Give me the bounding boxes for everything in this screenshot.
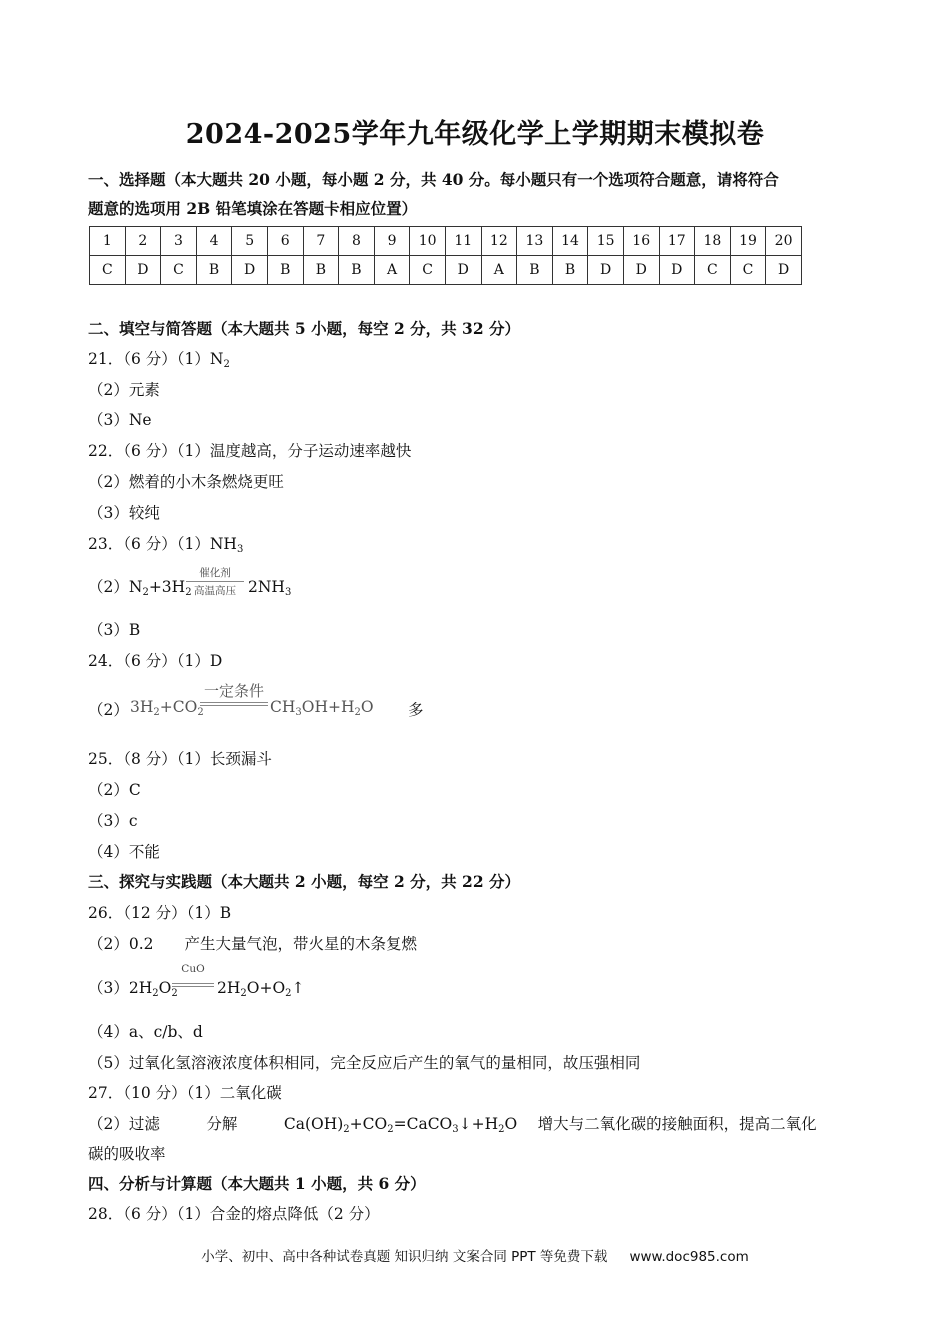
answer-table-number-cell: 17 [659, 227, 695, 256]
answer-table-number-cell: 12 [481, 227, 517, 256]
answer-table-answer-cell: C [161, 256, 197, 285]
q28-line1: 28．（6 分）（1）合金的熔点降低（2 分） [88, 1205, 380, 1223]
q22-line3: （3）较纯 [88, 504, 160, 522]
q27-line3: 碳的吸收率 [88, 1145, 166, 1163]
answer-table-answer-row [90, 256, 802, 285]
answer-table-number-cell: 3 [161, 227, 197, 256]
answer-table-answer-cell: D [445, 256, 481, 285]
answer-table-number-cell: 18 [695, 227, 731, 256]
q25-line3: （3）c [88, 812, 138, 830]
q23-line3: （3）B [88, 621, 141, 639]
q27-line2-a-sub: 2 [343, 1124, 350, 1135]
q24-eq-left-a-sub: 2 [153, 707, 160, 718]
answer-table-number-cell: 20 [766, 227, 802, 256]
answer-table-number-cell: 2 [125, 227, 161, 256]
q25-line4: （4）不能 [88, 843, 160, 861]
q27-line2-b-sub: 2 [387, 1124, 394, 1135]
q26-eq-right-a: 2H [217, 979, 241, 997]
section2-header: 二、填空与简答题（本大题共 5 小题，每空 2 分，共 32 分） [88, 319, 521, 338]
q26-eq-right [217, 978, 305, 1004]
footer-url-link[interactable]: www.doc985.com [629, 1249, 749, 1265]
q26-eq-left-a: 2H [128, 979, 153, 997]
q26-eq-right-b-sub: 2 [285, 988, 292, 999]
answer-table-number-cell: 19 [730, 227, 766, 256]
q26-eq-right-a-sub: 2 [240, 988, 247, 999]
answer-table-answer-cell: C [410, 256, 446, 285]
answer-table-answer-cell: A [481, 256, 517, 285]
answer-table-number-cell: 13 [517, 227, 553, 256]
answer-table-number-cell: 5 [232, 227, 268, 256]
q24-line1: 24．（6 分）（1）D [88, 652, 223, 670]
q24-eq-left-b-sub: 2 [197, 707, 204, 718]
q26-reaction-line-top [172, 983, 214, 984]
q26-eq-right-b: O+O [246, 979, 286, 997]
q23-reaction-line [186, 581, 244, 582]
q24-eq-right-b-sub: 2 [354, 707, 361, 718]
answer-table-answer-cell: D [588, 256, 624, 285]
answer-table-number-cell: 10 [410, 227, 446, 256]
q23-eq-left-b-sub: 2 [185, 587, 192, 598]
q27-line2-d-sub: 2 [498, 1124, 505, 1135]
q23-line1 [88, 534, 243, 560]
answer-table-answer-cell: D [659, 256, 695, 285]
q24-line2-prefix: （2） [88, 701, 129, 719]
answer-table-answer-cell: B [196, 256, 232, 285]
q23-line2 [88, 577, 192, 603]
q23-line2-prefix: （2） [88, 578, 129, 596]
footer [0, 1245, 950, 1265]
q24-eq-right-a-sub: 3 [295, 707, 302, 718]
q26-eq-left-b: O [158, 979, 172, 997]
answer-table-number-cell: 1 [90, 227, 126, 256]
q24-eq-right-a: CH [270, 698, 296, 716]
q26-line4: （4）a、c/b、d [88, 1023, 203, 1041]
answer-table-answer-cell: C [90, 256, 126, 285]
section1-header-line1: 一、选择题（本大题共 20 小题，每小题 2 分，共 40 分。每小题只有一个选项符合题意，请将符合 [88, 170, 779, 189]
q24-eq-right [270, 697, 374, 723]
q23-line1-text: 23．（6 分）（1）NH [88, 535, 237, 553]
q26-reaction-line-bottom [172, 986, 214, 987]
section4-header: 四、分析与计算题（本大题共 1 小题，共 6 分） [88, 1174, 426, 1193]
q24-eq-right-c: O [360, 698, 374, 716]
answer-table-answer-cell: A [374, 256, 410, 285]
q21-line2: （2）元素 [88, 381, 160, 399]
answer-table-number-cell: 4 [196, 227, 232, 256]
answer-table-answer-cell: D [232, 256, 268, 285]
q26-condition-top: CuO [181, 963, 205, 975]
q24-reaction-line-bottom [200, 705, 268, 706]
answer-table-number-cell: 9 [374, 227, 410, 256]
answer-table-number-cell: 15 [588, 227, 624, 256]
answer-table-answer-cell: C [695, 256, 731, 285]
q26-line3-prefix: （3） [88, 979, 129, 997]
q22-line2: （2）燃着的小木条燃烧更旺 [88, 473, 284, 491]
q21-line1-text: 21．（6 分）（1）N [88, 350, 224, 368]
answer-table-number-cell: 6 [267, 227, 303, 256]
q24-condition-top: 一定条件 [203, 682, 264, 700]
q27-line2 [88, 1114, 817, 1140]
answer-table-number-cell: 7 [303, 227, 339, 256]
q24-reaction-line-top [200, 702, 268, 703]
answer-table-answer-cell: B [552, 256, 588, 285]
q27-line2-e: O 增大与二氧化碳的接触面积，提高二氧化 [504, 1115, 817, 1133]
q23-condition-bottom: 高温高压 [194, 585, 236, 597]
answer-table-number-cell: 11 [445, 227, 481, 256]
q22-line1: 22．（6 分）（1）温度越高，分子运动速率越快 [88, 442, 412, 460]
q23-eq-right-text: 2NH [248, 578, 285, 596]
q26-line1: 26．（12 分）（1）B [88, 904, 232, 922]
q23-eq-left-a-sub: 2 [142, 587, 149, 598]
answer-table-number-cell: 8 [339, 227, 375, 256]
q24-eq-left-b: +CO [159, 698, 198, 716]
answer-table-answer-cell: D [623, 256, 659, 285]
q23-eq-right-sub: 3 [284, 587, 292, 598]
answer-table-answer-cell: C [730, 256, 766, 285]
answer-table-answer-cell: D [125, 256, 161, 285]
q24-eq-left [130, 697, 204, 723]
q24-eq-right-b: OH+H [301, 698, 355, 716]
q26-eq-right-c: ↑ [291, 979, 305, 997]
q24-eq-left-a: 3H [130, 698, 154, 716]
q27-line2-c: =CaCO [393, 1115, 453, 1133]
answer-table [89, 226, 802, 285]
q23-eq-left-a: N [128, 578, 143, 596]
answer-table-number-row [90, 227, 802, 256]
q27-line2-b: +CO [349, 1115, 388, 1133]
page-title: 2024-2025学年九年级化学上学期期末模拟卷 [185, 119, 765, 150]
q27-line2-c-sub: 3 [452, 1124, 459, 1135]
q23-eq-left-b: +3H [148, 578, 186, 596]
q24-extra: 多 [408, 701, 424, 719]
answer-table-answer-cell: B [303, 256, 339, 285]
q26-eq-left-b-sub: 2 [171, 988, 178, 999]
q21-line1 [88, 349, 230, 375]
q23-line1-sub: 3 [236, 544, 244, 555]
q26-line3 [88, 978, 178, 1004]
q26-line5: （5）过氧化氢溶液浓度体积相同，完全反应后产生的氧气的量相同，故压强相同 [88, 1054, 641, 1072]
answer-table-answer-cell: B [517, 256, 553, 285]
q25-line1: 25．（8 分）（1）长颈漏斗 [88, 750, 272, 768]
section1-header-line2: 题意的选项用 2B 铅笔填涂在答题卡相应位置） [88, 199, 418, 218]
answer-table-answer-cell: B [339, 256, 375, 285]
answer-table-answer-cell: D [766, 256, 802, 285]
q21-line3: （3）Ne [88, 411, 152, 429]
q23-eq-right [248, 577, 291, 603]
answer-table-answer-cell: B [267, 256, 303, 285]
q26-eq-left-a-sub: 2 [152, 988, 159, 999]
q21-line1-sub: 2 [223, 359, 230, 370]
section3-header: 三、探究与实践题（本大题共 2 小题，每空 2 分，共 22 分） [88, 872, 521, 891]
answer-table-number-cell: 16 [623, 227, 659, 256]
q27-line2-a: （2）过滤 分解 Ca(OH) [88, 1115, 344, 1133]
q27-line1: 27．（10 分）（1）二氧化碳 [88, 1084, 282, 1102]
q26-line2: （2）0.2 产生大量气泡，带火星的木条复燃 [88, 935, 418, 953]
footer-text: 小学、初中、高中各种试卷真题 知识归纳 文案合同 PPT 等免费下载 [201, 1249, 608, 1265]
answer-table-number-cell: 14 [552, 227, 588, 256]
q25-line2: （2）C [88, 781, 141, 799]
q23-condition-top: 催化剂 [199, 567, 231, 579]
q27-line2-d: ↓+H [458, 1115, 499, 1133]
